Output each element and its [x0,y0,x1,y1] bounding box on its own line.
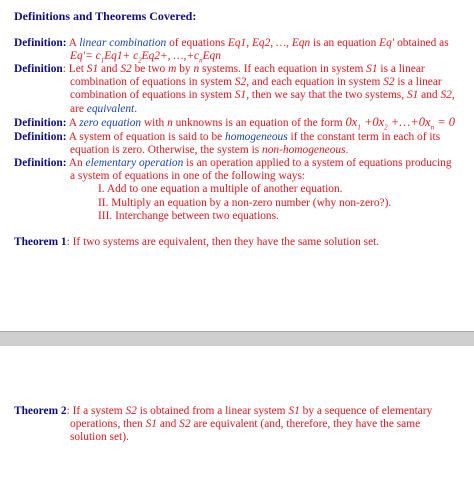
zero-equation-formula: $0x_1 +0x_2$ $+\dots+0x_n = 0$ [345,115,456,132]
definition-label: Definition: [14,37,67,49]
theorem-1: Theorem 1: If two systems are equivalent, then they have the same solution set. [14,236,380,248]
list-item: II. Multiply an equation by a non-zero number (why non-zero?). [98,196,392,209]
section-heading: Definitions and Theorems Covered: [14,9,197,23]
page-gap [0,332,474,346]
list-item: I. Add to one equation a multiple of another equation. [98,183,343,196]
term-zero-equation: zero equation [79,117,142,129]
definition-label: Definition: [14,117,67,129]
term-non-homogeneous: non-homogeneous [262,144,346,157]
definition-label: Definition: [14,157,67,169]
definition-linear-combination: Definition: A linear combination of equations Eq1, Eq2, …, Eqn is an equation Eq' obtained as $Eq'= c_1Eq1+ c_2Eq2+$, $\dots,+c_nEqn$ [14,37,449,65]
page-2 [0,346,474,477]
theorem-label: Theorem 1 [14,236,67,248]
list-item: III. Interchange between two equations. [98,209,279,222]
definition-elementary-operation: Definition: An elementary operation is an operation applied to a system of equations producing a system of equations in one of the following ways: I. Add to one equation a multiple of another equation. II. Multiply an equation by a non-zero number (why non-zero?). III. Interchange between two equations. [14,157,462,223]
definition-label: Definition: [14,131,67,143]
definition-zero-equation: Definition: A zero equation with n unknowns is an equation of the form $0x_1 +0x_2$ $+\dots+0x_n = 0$ [14,115,456,132]
term-elementary-operation: elementary operation [85,157,184,169]
term-equivalent: equivalent [86,102,135,115]
term-linear-combination: linear combination [79,37,167,49]
definition-homogeneous: Definition: A system of equation is said to be homogeneous if the constant term in each of its equation is zero. Otherwise, the system is non-homogeneous. [14,131,441,157]
theorem-2: Theorem 2: If a system S2 is obtained from a linear system S1 by a sequence of elementary operations, then S1 and S2 are equivalent (and, therefore, they have the same solution set). [14,405,433,444]
theorem-label: Theorem 2 [14,405,67,417]
term-homogeneous: homogeneous [225,131,288,143]
definition-label: Definition [14,63,63,75]
definition-equivalent: Definition: Let S1 and S2 be two m by n systems. If each equation in system S1 is a linear combination of equations in system S2, and each equation in system S2 is a linear combination of equations in system S1, then we say that the two systems, S1 and S2, are equivalent. [14,63,455,115]
